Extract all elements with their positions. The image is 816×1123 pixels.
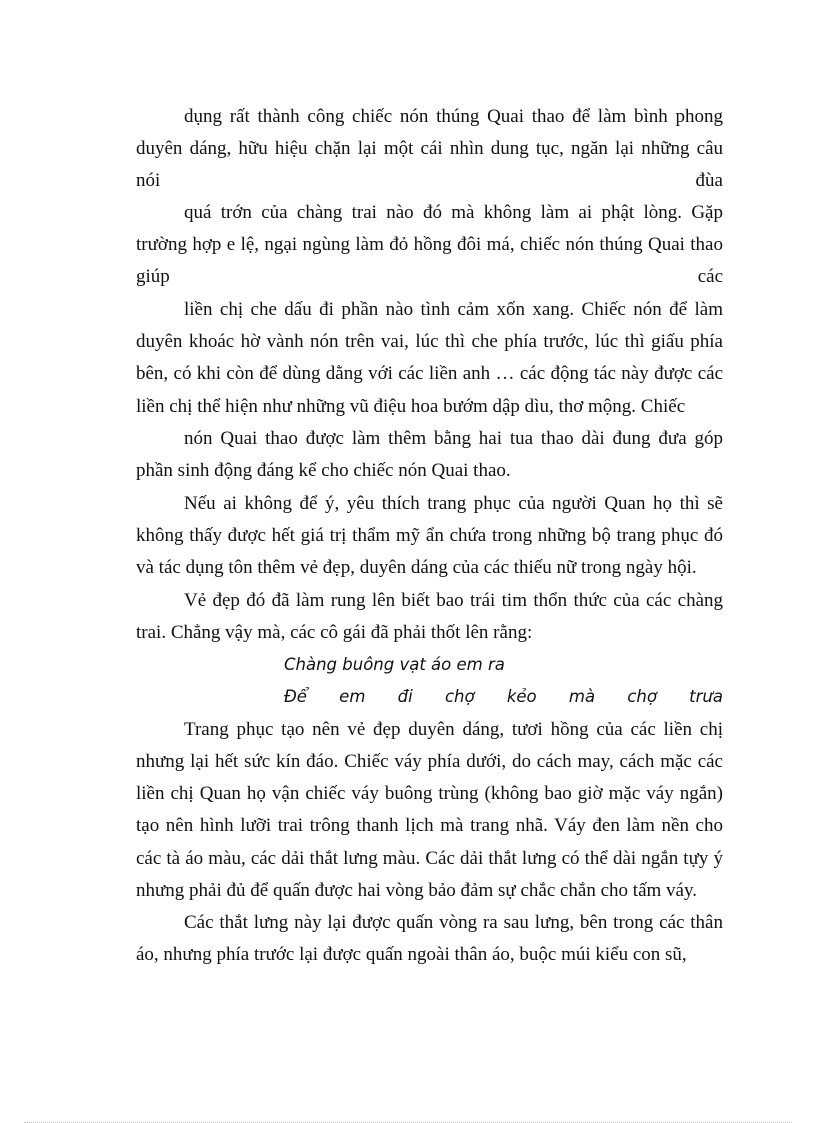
- text-line-16: Vẻ đẹp đó đã làm rung lên biết bao trái tim thổn thức của các chàng: [184, 590, 723, 611]
- text-line-11: nón Quai thao được làm thêm bằng hai tua thao dài đung đưa góp: [184, 428, 723, 449]
- text-line-2: duyên dáng, hữu hiệu chặn lại một cái nhìn dung tục, ngăn lại những câu: [136, 138, 723, 159]
- text-line-5: trường hợp e lệ, ngại ngùng làm đỏ hồng đôi má, chiếc nón thúng Quai thao: [136, 234, 723, 255]
- text-line-14: không thấy được hết giá trị thẩm mỹ ẩn chứa trong những bộ trang phục đó: [136, 525, 723, 546]
- text-line-10: liền chị thể hiện như những vũ điệu hoa bướm dập dìu, thơ mộng. Chiếc: [136, 396, 686, 417]
- text-line-13: Nếu ai không để ý, yêu thích trang phục của người Quan họ thì sẽ: [184, 493, 723, 514]
- text-line-4: quá trớn của chàng trai nào đó mà không làm ai phật lòng. Gặp: [184, 202, 723, 223]
- text-line-17: trai. Chẳng vậy mà, các cô gái đã phải thốt lên rằng:: [136, 622, 533, 643]
- text-line-7: liền chị che dấu đi phần nào tình cảm xốn xang. Chiếc nón để làm: [184, 299, 723, 320]
- text-line-15: và tác dụng tôn thêm vẻ đẹp, duyên dáng của các thiếu nữ trong ngày hội.: [136, 557, 697, 578]
- text-line-25: áo, nhưng phía trước lại được quấn ngoài thân áo, buộc múi kiểu con sũ,: [136, 944, 687, 965]
- text-line-8: duyên khoác hờ vành nón trên vai, lúc thì che phía trước, lúc thì giấu phía: [136, 331, 723, 352]
- text-line-12: phần sinh động đáng kể cho chiếc nón Quai thao.: [136, 460, 511, 481]
- text-line-24: Các thắt lưng này lại được quấn vòng ra sau lưng, bên trong các thân: [184, 912, 723, 933]
- text-line-23: nhưng phải đủ để quấn được hai vòng bảo đảm sự chắc chắn cho tấm váy.: [136, 880, 697, 901]
- text-line-22: các tà áo màu, các dải thắt lưng màu. Các dải thắt lưng có thể dài ngắn tựy ý: [136, 848, 723, 869]
- text-line-21: tạo nên hình lưỡi trai trông thanh lịch mà trang nhã. Váy đen làm nền cho: [136, 815, 723, 836]
- poem-line-2: Để em đi chợ kẻo mà chợ trưa: [284, 687, 723, 706]
- text-line-18: Trang phục tạo nên vẻ đẹp duyên dáng, tươi hồng của các liền chị: [184, 719, 723, 740]
- poem-line-1: Chàng buông vạt áo em ra: [284, 655, 505, 674]
- text-line-9: bên, có khi còn để dùng dằng với các liền anh … các động tác này được các: [136, 363, 723, 384]
- text-line-19: nhưng lại hết sức kín đáo. Chiếc váy phía dưới, do cách may, cách mặc các: [136, 751, 723, 772]
- text-line-3: nói đùa: [136, 170, 723, 191]
- text-line-20: liền chị Quan họ vận chiếc váy buông trùng (không bao giờ mặc váy ngắn): [136, 783, 723, 804]
- text-line-1: dụng rất thành công chiếc nón thúng Quai thao để làm bình phong: [184, 106, 723, 127]
- text-line-6: giúp các: [136, 266, 723, 287]
